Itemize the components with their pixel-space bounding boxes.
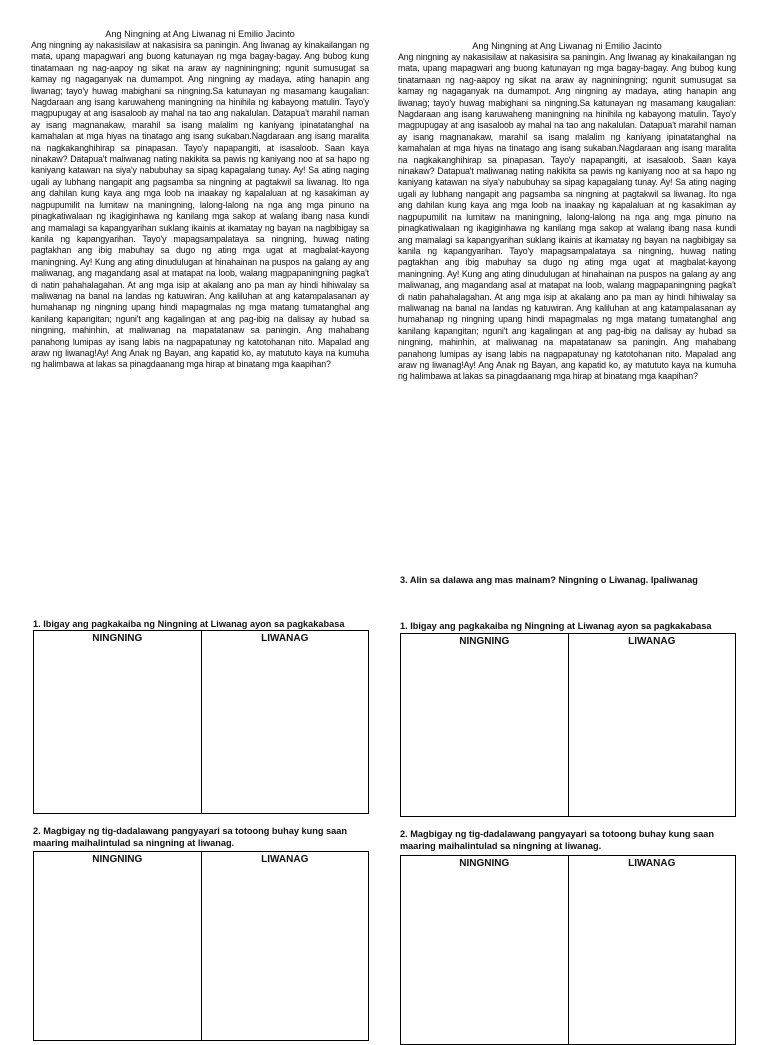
col-ningning[interactable]: NINGNING — [401, 856, 569, 1045]
col-ningning[interactable]: NINGNING — [34, 631, 202, 814]
col-ningning[interactable]: NINGNING — [401, 634, 569, 817]
question-2: 2. Magbigay ng tig-dadalawang pangyayari sa totoong buhay kung saan maaring maihalintulad sa ningning at liwanag. — [33, 826, 347, 848]
essay-title: Ang Ningning at Ang Liwanag ni Emilio Jacinto — [472, 41, 662, 51]
question-3: 3. Alin sa dalawa ang mas mainam? Ningning o Liwanag. Ipaliwanag — [400, 575, 698, 585]
essay-title: Ang Ningning at Ang Liwanag ni Emilio Jacinto — [105, 29, 295, 39]
answer-table-q2[interactable] — [33, 851, 369, 1041]
question-1: 1. Ibigay ang pagkakaiba ng Ningning at Liwanag ayon sa pagkakabasa — [33, 619, 345, 629]
answer-table-q2[interactable] — [400, 855, 736, 1045]
question-2: 2. Magbigay ng tig-dadalawang pangyayari sa totoong buhay kung saan maaring maihalintulad sa ningning at liwanag. — [400, 829, 714, 851]
answer-table-q1[interactable] — [33, 630, 369, 814]
essay-text: Ang ningning ay nakasisilaw at nakasisira sa paningin. Ang liwanag ay kinakailangan ng mata, upang mapagwari ang buong katunayan ng mga bagay-bagay. Ang bubog kung tinatamaan ng nag-aapoy ng sikat na araw ay nagniningning; ngunit sumusugat sa kamay ng nagaganyak na dumampot. Ang ningning ay madaya, ating hanapin ang liwanag; tayo'y huwag mabighani sa ningning.Sa katunayan ng masamang kaugalian: Nagdaraan ang isang karuwaheng maningning na hinihila ng kabayong matulin. Tayo'y magpupugay at ang isasaloob ay mahal na tao ang nakalulan. Datapua't marahil naman ay isang magnanakaw, marahil sa isang malalim ng kaniyang ipinatatanghal na kamahalan at mga hiyas na tinatago ang isang sukaban.Nagdaraan ang isang maralita na nagkakanghihirap sa pinapasan. Tayo'y napapangiti, at isasaloob. Saan kaya ninakaw? Datapua't maliwanag nating nakikita sa pawis ng kaniyang noo at sa hapo ng kaniyang katawan na siya'y nabubuhay sa sipag kapagalang tunay. Ay! Sa ating naging ugali ay lubhang nangapit ang pagsamba sa ningning at pagtakwil sa liwanag. Ito nga ang dahilan kung kaya ang mga loob na inaakay ng kapalaluan at ng kasakiman ay nagpupumilit na lumitaw na maningning, lalong-lalong na nga ang mga pinuno na pinagkatiwalaan ng ikagiginhawa ng kanilang mga sakop at walang ibang nasa kundi ang mamalagi sa kapangyarihan suklang ikainis at ikamatay ng bayan na nagbibigay sa kanila ng kapangyarihan. Tayo'y mapagsampalataya sa ningning, huwag nating pagtakhan ang ibig mabuhay sa dugo ng ating mga ugat at magbalat-kayong maningning. Ay! Kung ang ating dinudulugan at hinahainan na puspos na galang ay ang maliwanag, ang magandang asal at matapat na loob, walang magpapaningning pagka't di natin pahahalagahan. At ang mga isip at akalang ano pa man ay hindi hihiwalay sa maliwanag na banal na landas ng katuwiran. Ang kaliluhan at ang katampalasanan ay humahanap ng ningning upang hindi mapagmalas ng mga matang tumatanghal ang kanilang kapangitan; nguni't ang kagalingan at ang pag-ibig na dalisay ay hubad sa ningning, mahinhin, at maliwanag na mapatatanaw sa paningin. Ang mahabang panahong lumipas ay isang labis na nagpapatunay ng katotohanan nito. Mapalad ang araw ng liwanag!Ay! Ang Anak ng Bayan, ang kapatid ko, ay matututo kaya na kumuha ng halimbawa at lakas sa pinagdaanang mga hirap at binatang mga kaapihan? — [398, 52, 736, 382]
col-liwanag[interactable]: LIWANAG — [568, 634, 736, 817]
col-liwanag[interactable]: LIWANAG — [568, 856, 736, 1045]
question-1: 1. Ibigay ang pagkakaiba ng Ningning at Liwanag ayon sa pagkakabasa — [400, 621, 712, 631]
answer-table-q1[interactable] — [400, 633, 736, 817]
essay-text: Ang ningning ay nakasisilaw at nakasisira sa paningin. Ang liwanag ay kinakailangan ng mata, upang mapagwari ang buong katunayan ng mga bagay-bagay. Ang bubog kung tinatamaan ng nag-aapoy ng sikat na araw ay nagniningning; ngunit sumusugat sa kamay ng nagaganyak na dumampot. Ang ningning ay madaya, ating hanapin ang liwanag; tayo'y huwag mabighani sa ningning.Sa katunayan ng masamang kaugalian: Nagdaraan ang isang karuwaheng maningning na hinihila ng kabayong matulin. Tayo'y magpupugay at ang isasaloob ay mahal na tao ang nakalulan. Datapua't marahil naman ay isang magnanakaw, marahil sa isang malalim ng kaniyang ipinatatanghal na kamahalan at mga hiyas na tinatago ang isang sukaban.Nagdaraan ang isang maralita na nagkakanghihirap sa pinapasan. Tayo'y napapangiti, at isasaloob. Saan kaya ninakaw? Datapua't maliwanag nating nakikita sa pawis ng kaniyang noo at sa hapo ng kaniyang katawan na siya'y nabubuhay sa sipag kapagalang tunay. Ay! Sa ating naging ugali ay lubhang nangapit ang pagsamba sa ningning at pagtakwil sa liwanag. Ito nga ang dahilan kung kaya ang mga loob na inaakay ng kapalaluan at ng kasakiman ay nagpupumilit na lumitaw na maningning, lalong-lalong na nga ang mga pinuno na pinagkatiwalaan ng ikagiginhawa ng kanilang mga sakop at walang ibang nasa kundi ang mamalagi sa kapangyarihan suklang ikainis at ikamatay ng bayan na nagbibigay sa kanila ng kapangyarihan. Tayo'y mapagsampalataya sa ningning, huwag nating pagtakhan ang ibig mabuhay sa dugo ng ating mga ugat at magbalat-kayong maningning. Ay! Kung ang ating dinudulugan at hinahainan na puspos na galang ay ang maliwanag, ang magandang asal at matapat na loob, walang magpapaningning pagka't di natin pahahalagahan. At ang mga isip at akalang ano pa man ay hindi hihiwalay sa maliwanag na banal na landas ng katuwiran. Ang kaliluhan at ang katampalasanan ay humahanap ng ningning upang hindi mapagmalas ng mga matang tumatanghal ang kanilang kapangitan; nguni't ang kagalingan at ang pag-ibig na dalisay ay hubad sa ningning, mahinhin, at maliwanag na mapatatanaw sa paningin. Ang mahabang panahong lumipas ay isang labis na nagpapatunay ng katotohanan nito. Mapalad ang araw ng liwanag!Ay! Ang Anak ng Bayan, ang kapatid ko, ay matututo kaya na kumuha ng halimbawa at lakas sa pinagdaanang mga hirap at binatang mga kaapihan? — [31, 40, 369, 370]
col-ningning[interactable]: NINGNING — [34, 852, 202, 1041]
essay-right — [398, 41, 736, 383]
col-liwanag[interactable]: LIWANAG — [201, 852, 369, 1041]
col-liwanag[interactable]: LIWANAG — [201, 631, 369, 814]
essay-left — [31, 29, 369, 371]
